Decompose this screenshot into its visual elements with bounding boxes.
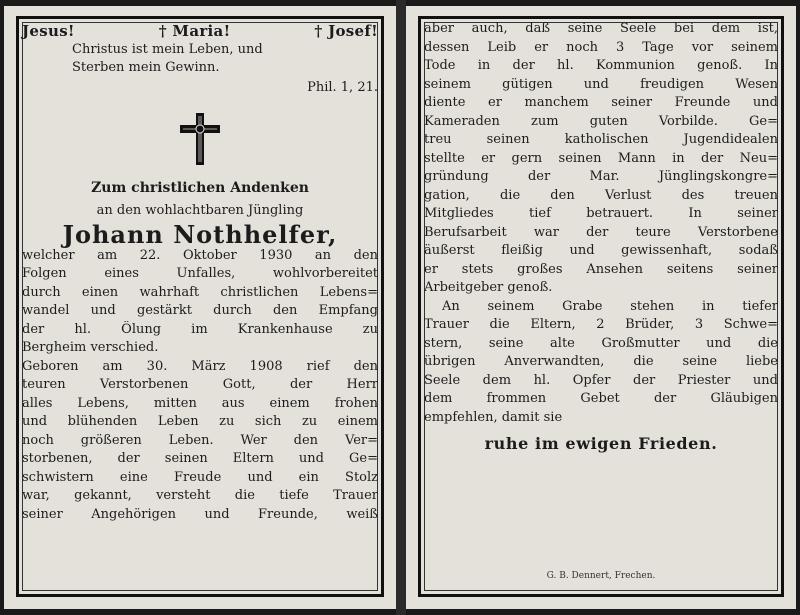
card-fold bbox=[396, 0, 406, 615]
body-line: dessen Leib er noch 3 Tage vor seinem bbox=[424, 39, 778, 55]
body-line: Trauer die Eltern, 2 Brüder, 3 Schwe= bbox=[424, 317, 778, 332]
body-line: wandel und gestärkt durch den Empfang bbox=[22, 303, 378, 318]
body-line: war, gekannt, versteht die tiefe Trauer bbox=[22, 488, 378, 503]
body-line: seiner Angehörigen und Freunde, weiß bbox=[22, 506, 378, 522]
body-line: Tode in der hl. Kommunion genoß. In bbox=[424, 58, 778, 73]
closing-phrase: ruhe im ewigen Frieden. bbox=[484, 434, 718, 453]
invocation-maria: † Maria! bbox=[158, 22, 231, 40]
scripture-reference: Phil. 1, 21. bbox=[307, 79, 378, 95]
body-line: noch größeren Leben. Wer den Ver= bbox=[22, 432, 378, 448]
left-card-page bbox=[4, 6, 396, 609]
body-line: alles Lebens, mitten aus einem frohen bbox=[22, 395, 378, 411]
body-line: Arbeitgeber genoß. bbox=[424, 280, 553, 295]
body-line: stern, seine alte Großmutter und die bbox=[424, 335, 778, 351]
body-line: Folgen eines Unfalles, wohlvorbereitet bbox=[22, 266, 378, 281]
deceased-name: Johann Nothhelfer, bbox=[62, 220, 338, 249]
body-line: übrigen Anverwandten, die seine liebe bbox=[424, 354, 778, 369]
body-line: empfehlen, damit sie bbox=[424, 409, 563, 425]
body-line: dem frommen Gebet der Gläubigen bbox=[424, 391, 778, 406]
body-line: treu seinen katholischen Jugendidealen bbox=[424, 132, 778, 147]
invocation-jesus: Jesus! bbox=[22, 22, 75, 40]
memorial-heading: Zum christlichen Andenken bbox=[91, 180, 309, 196]
latin-cross-icon bbox=[22, 111, 378, 167]
printer-imprint: G. B. Dennert, Frechen. bbox=[546, 570, 656, 581]
body-line: seinem gütigen und freudigen Wesen bbox=[424, 76, 778, 92]
quote-line: Sterben mein Gewinn. bbox=[72, 59, 220, 75]
invocation-josef: † Josef! bbox=[314, 22, 378, 40]
right-body-text bbox=[424, 20, 778, 427]
body-line: aber auch, daß seine Seele bei dem ist, bbox=[424, 21, 778, 36]
body-line: Geboren am 30. März 1908 rief den bbox=[22, 358, 378, 374]
body-line: Kameraden zum guten Vorbilde. Ge= bbox=[424, 113, 778, 129]
left-content bbox=[22, 20, 378, 599]
body-line: Seele dem hl. Opfer der Priester und bbox=[424, 372, 778, 388]
body-line: An seinem Grabe stehen in tiefer bbox=[442, 298, 778, 314]
left-body-text bbox=[22, 247, 378, 525]
memorial-subheading: an den wohlachtbaren Jüngling bbox=[96, 202, 304, 218]
body-line: Bergheim verschied. bbox=[22, 340, 159, 355]
body-line: gründung der Mar. Jünglingskongre= bbox=[424, 169, 778, 184]
body-line: storbenen, der seinen Eltern und Ge= bbox=[22, 451, 378, 466]
body-line: stellte er gern seinen Mann in der Neu= bbox=[424, 150, 778, 166]
right-content bbox=[424, 20, 778, 599]
quote-line: Christus ist mein Leben, und bbox=[72, 41, 263, 57]
body-line: der hl. Ölung im Krankenhause zu bbox=[22, 321, 378, 337]
body-line: welcher am 22. Oktober 1930 an den bbox=[22, 247, 378, 263]
scripture-quote bbox=[72, 41, 378, 77]
body-line: Mitgliedes tief betrauert. In seiner bbox=[424, 206, 778, 221]
body-line: schwistern eine Freude und ein Stolz bbox=[22, 469, 378, 485]
body-line: teuren Verstorbenen Gott, der Herr bbox=[22, 377, 378, 392]
body-line: gation, die den Verlust des treuen bbox=[424, 187, 778, 203]
body-line: durch einen wahrhaft christlichen Lebens= bbox=[22, 284, 378, 300]
right-card-page bbox=[406, 6, 796, 609]
body-line: und blühenden Leben zu sich zu einem bbox=[22, 414, 378, 429]
invocation-row bbox=[22, 22, 378, 41]
body-line: er stets großes Ansehen seitens seiner bbox=[424, 261, 778, 277]
body-line: Berufsarbeit war der teure Verstorbene bbox=[424, 224, 778, 240]
body-line: äußerst fleißig und gewissenhaft, sodaß bbox=[424, 243, 778, 258]
body-line: diente er manchem seiner Freunde und bbox=[424, 95, 778, 110]
